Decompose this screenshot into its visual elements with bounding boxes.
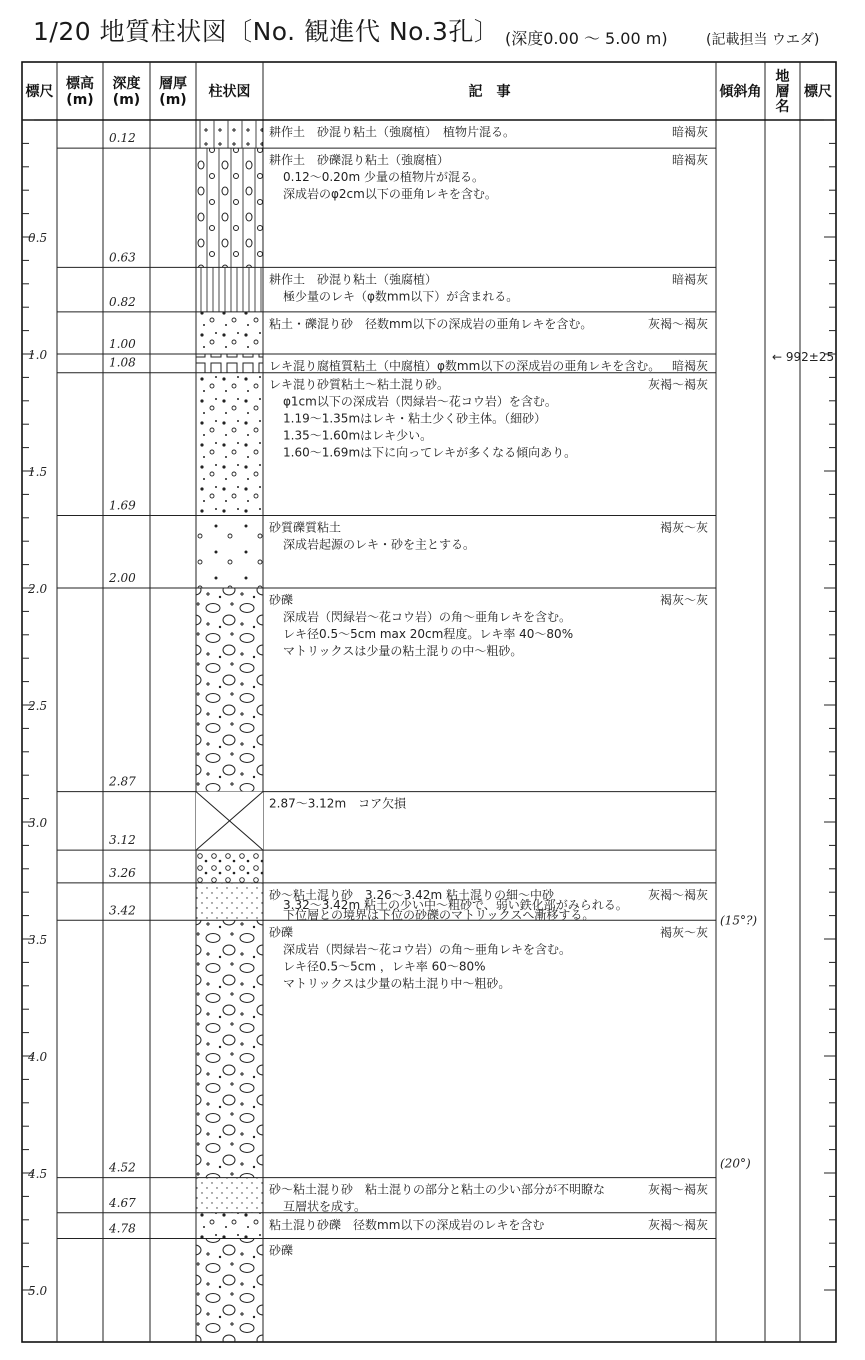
layer-description-line: 深成岩（閃緑岩～花コウ岩）の角～亜角レキを含む。 (283, 942, 572, 957)
layer-color: 褐灰～灰 (659, 925, 708, 940)
layer-description-line: 粘土・礫混り砂 径数mm以下の深成岩の亜角レキを含む。 (269, 316, 593, 331)
layer-description-line: レキ径0.5～5cm max 20cm程度。レキ率 40～80% (283, 627, 574, 641)
lithology-fill (196, 354, 263, 373)
layer-description-line: レキ混り腐植質粘土（中腐植）φ数mm以下の深成岩の亜角レキを含む。 (269, 359, 661, 373)
scale-label: 4.0 (28, 1050, 48, 1064)
layer-depth: 1.08 (109, 355, 136, 370)
lithology-fill (196, 1178, 263, 1213)
layer-row (196, 1239, 293, 1342)
layer-depth: 4.67 (109, 1195, 136, 1210)
layer-depth: 3.42 (109, 903, 136, 918)
layer-color: 灰褐～褐灰 (647, 1217, 708, 1232)
lithology-fill (196, 120, 263, 148)
table-frame (22, 62, 836, 1342)
lithology-fill (196, 267, 263, 311)
layer-row (57, 354, 716, 373)
layer-description-line: 下位層との境界は下位の砂礫のマトリックスへ漸移する。 (283, 907, 595, 922)
layer-description-line: 粘土混り砂礫 径数mm以下の深成岩のレキを含む (269, 1217, 545, 1232)
lithology-fill (196, 148, 263, 267)
layer-row (57, 588, 716, 792)
scale-label: 4.5 (28, 1167, 48, 1181)
layer-rows (57, 120, 834, 1342)
layer-row (57, 1213, 716, 1239)
dip-angle: (15°?) (720, 913, 758, 928)
lithology-fill (196, 312, 263, 354)
layer-description-line: 3.32～3.42m 粘土の少い中～粗砂で、弱い鉄化部がみられる。 (283, 897, 628, 912)
layer-description-line: 耕作土 砂礫混り粘土（強腐植） (269, 153, 450, 168)
layer-description-line: 耕作土 砂混り粘土（強腐植） 植物片混る。 (269, 125, 516, 139)
layer-color: 暗褐灰 (671, 125, 708, 139)
layer-row (57, 792, 716, 851)
layer-description-line: 砂質礫質粘土 (269, 520, 342, 535)
layer-row (57, 850, 716, 883)
layer-depth: 1.00 (109, 337, 136, 351)
layer-depth: 3.26 (109, 865, 136, 880)
depth-range: (深度0.00 ～ 5.00 m) (505, 29, 668, 48)
layer-description-line: レキ混り砂質粘土～粘土混り砂。 (269, 377, 450, 392)
layer-description-line: 砂礫 (269, 593, 294, 607)
layer-description-line: レキ径0.5～5cm ，レキ率 60～80% (283, 959, 486, 974)
page-title: 1/20 地質柱状図〔No. 観進代 No.3孔〕 (33, 17, 500, 46)
layer-depth: 1.69 (109, 498, 136, 513)
layer-depth: 2.00 (109, 571, 136, 585)
header-thickness: 層厚(m) (159, 76, 187, 108)
layer-description-line: 砂～粘土混り砂 3.26～3.42m 粘土混りの細～中砂 (269, 887, 554, 902)
layer-description-line: φ1cm以下の深成岩（閃緑岩～花コウ岩）を含む。 (283, 394, 557, 409)
layer-description-line: 深成岩のφ2cm以下の亜角レキを含む。 (283, 187, 497, 202)
layer-description-line: 互層状を成す。 (283, 1199, 367, 1214)
layer-depth: 0.12 (109, 131, 136, 146)
layer-row (57, 312, 716, 354)
scale-label: 2.5 (28, 699, 48, 713)
layer-description-line: 砂～粘土混り砂 粘土混りの部分と粘土の少い部分が不明瞭な (269, 1182, 606, 1197)
lithology-fill (196, 920, 263, 1177)
scale-label: 5.0 (28, 1284, 48, 1298)
layer-row (57, 148, 716, 267)
header-column: 柱状図 (208, 84, 251, 100)
layer-depth: 0.63 (109, 250, 136, 265)
layer-depth: 3.12 (109, 833, 136, 848)
header-scale: 標尺 (25, 84, 54, 100)
lithology-fill (196, 588, 263, 792)
layer-color: 褐灰～灰 (659, 593, 708, 607)
scale-label: 1.5 (28, 465, 48, 479)
layer-color: 灰褐～褐灰 (647, 1182, 708, 1197)
layer-depth: 4.78 (109, 1221, 136, 1236)
scale-label: 3.0 (28, 816, 48, 830)
header-elevation: 標高(m) (66, 76, 94, 108)
header-dip: 傾斜角 (719, 84, 762, 100)
layer-description-line: 0.12～0.20m 少量の植物片が混る。 (283, 170, 484, 185)
header-description: 記 事 (468, 84, 511, 100)
layer-color: 暗褐灰 (671, 359, 708, 373)
layer-description-line: 耕作土 砂混り粘土（強腐植） (269, 272, 438, 287)
layer-depth: 0.82 (109, 294, 136, 309)
layer-color: 灰褐～褐灰 (647, 377, 708, 392)
layer-row (57, 1178, 716, 1214)
dip-angle: (20°) (720, 1156, 751, 1171)
layer-description-line: マトリックスは少量の粘土混りの中～粗砂。 (283, 644, 523, 658)
scale-label: 1.0 (28, 348, 48, 362)
lithology-fill (196, 515, 263, 588)
layer-color: 灰褐～褐灰 (647, 887, 708, 902)
header-formation: 地層名 (775, 69, 790, 115)
layer-row (57, 883, 757, 927)
layer-description-line: 深成岩（閃緑岩～花コウ岩）の角～亜角レキを含む。 (283, 610, 572, 624)
table-headers (26, 68, 833, 115)
recorder: (記載担当 ウエダ) (706, 32, 820, 48)
age-annotation: ← 992±25 (772, 350, 835, 365)
layer-description-line: 砂礫 (269, 1243, 294, 1258)
layer-description-line: 極少量のレキ（φ数mm以下）が含まれる。 (283, 289, 519, 304)
layer-depth: 4.52 (109, 1160, 136, 1175)
lithology-fill (196, 850, 263, 883)
scale-label: 0.5 (28, 231, 48, 245)
layer-description-line: 深成岩起源のレキ・砂を主とする。 (283, 537, 476, 552)
layer-color: 灰褐～褐灰 (647, 316, 708, 331)
layer-description-line: 2.87～3.12m コア欠損 (269, 796, 407, 811)
lithology-fill (196, 1239, 263, 1342)
layer-depth: 2.87 (109, 774, 136, 789)
layer-description-line: 1.60～1.69mは下に向ってレキが多くなる傾向あり。 (283, 445, 577, 460)
layer-row (57, 920, 751, 1177)
layer-row (57, 120, 716, 148)
layer-description-line: 1.19～1.35mはレキ・粘土少く砂主体。（細砂） (283, 411, 547, 426)
layer-row (57, 515, 716, 588)
scale-label: 2.0 (28, 582, 48, 596)
scale-label: 3.5 (28, 933, 48, 947)
layer-description-line: マトリックスは少量の粘土混り中～粗砂。 (283, 976, 511, 991)
lithology-fill (196, 883, 263, 920)
layer-row (57, 373, 716, 516)
header-scale-right: 標尺 (804, 84, 832, 100)
lithology-fill (196, 1213, 263, 1239)
layer-color: 暗褐灰 (671, 153, 708, 168)
layer-color: 暗褐灰 (671, 272, 708, 287)
layer-row (57, 267, 716, 311)
header-depth: 深度(m) (112, 76, 141, 108)
layer-description-line: 1.35～1.60mはレキ少い。 (283, 428, 433, 443)
layer-description-line: 砂礫 (269, 925, 294, 940)
lithology-fill (196, 373, 263, 516)
layer-color: 褐灰～灰 (659, 520, 708, 535)
